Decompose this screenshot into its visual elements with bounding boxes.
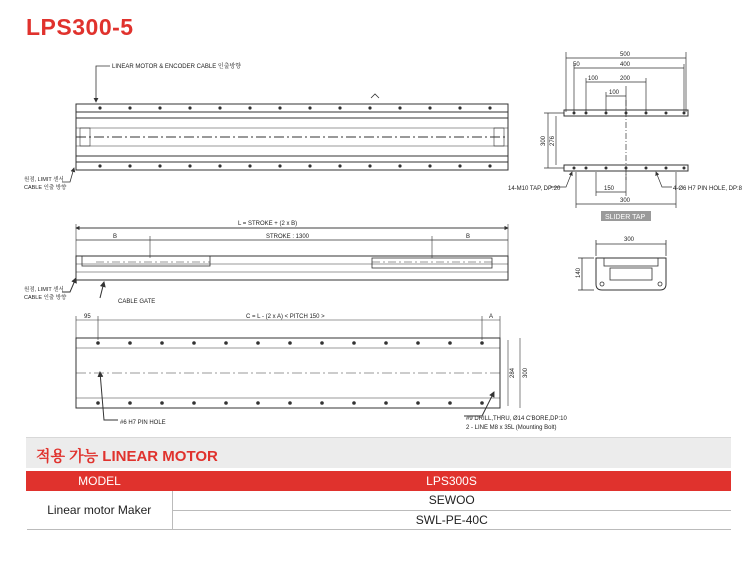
section-300: 300 (624, 237, 635, 243)
dim-200: 200 (620, 76, 631, 82)
pin-note-right: 4-Ø6 H7 PIN HOLE, DP:8 (673, 186, 743, 192)
table-row (27, 491, 731, 511)
dim-276: 276 (550, 135, 556, 146)
stroke-label: STROKE : 1300 (266, 234, 310, 240)
table-header-row (27, 472, 731, 491)
table-header-value: LPS300S (173, 472, 731, 491)
pin-hole-note: #6 H7 PIN HOLE (120, 420, 166, 426)
mounting-note: 2 - LINE M8 x 35L (Mounting Bolt) (466, 425, 557, 431)
limit-note-2: CABLE 인출 방향 (24, 185, 67, 191)
slider-tap-holes (573, 112, 686, 170)
drill-note: #9 DRILL,THRU, Ø14 C'BORE,DP:10 (466, 416, 567, 422)
dim-400: 400 (620, 62, 631, 68)
dim-500: 500 (620, 52, 631, 58)
dim-a: A (489, 314, 494, 320)
section-140: 140 (576, 267, 582, 278)
pitch-formula: C = L - (2 x A) < PITCH 150 > (246, 314, 325, 320)
b-left: B (113, 234, 118, 240)
tap-note: 14-M10 TAP, DP:20 (508, 186, 561, 192)
cable-note: LINEAR MOTOR & ENCODER CABLE 인출방향 (112, 64, 242, 70)
b-right: B (466, 234, 471, 240)
length-formula: L = STROKE + (2 x B) (238, 221, 298, 227)
dim-100b: 100 (609, 90, 620, 96)
table-row-label: Linear motor Maker (27, 491, 173, 530)
table-cell-model: SWL-PE-40C (173, 510, 731, 530)
applicable-motor-title: 적용 가능 LINEAR MOTOR (36, 448, 218, 465)
limit-note-3: 원점, LIMIT 센서 (24, 287, 64, 293)
top-view (76, 104, 508, 170)
page-title: LPS300-5 (26, 14, 134, 40)
slider-tap-badge (601, 211, 651, 221)
dim-bottom-300: 300 (620, 198, 631, 204)
table-header-model: MODEL (27, 472, 173, 491)
slider-tap-view (544, 52, 688, 208)
applicable-motor-heading (26, 437, 731, 468)
cross-section (578, 240, 666, 290)
cable-gate-label: CABLE GATE (118, 299, 156, 305)
dim-300-bottom: 300 (523, 367, 529, 378)
dim-95: 95 (84, 314, 91, 320)
limit-note-1: 원점, LIMIT 센서 (24, 177, 64, 183)
dim-100a: 100 (588, 76, 599, 82)
dim-side-300: 300 (541, 135, 547, 146)
slider-tap-label: SLIDER TAP (605, 214, 646, 221)
bottom-view (76, 316, 520, 420)
motor-spec-table (26, 471, 731, 530)
dim-284: 284 (510, 367, 516, 378)
dim-50: 50 (573, 62, 580, 68)
table-cell-maker: SEWOO (173, 491, 731, 511)
dim-150: 150 (604, 186, 615, 192)
limit-note-4: CABLE 인출 방향 (24, 295, 67, 301)
